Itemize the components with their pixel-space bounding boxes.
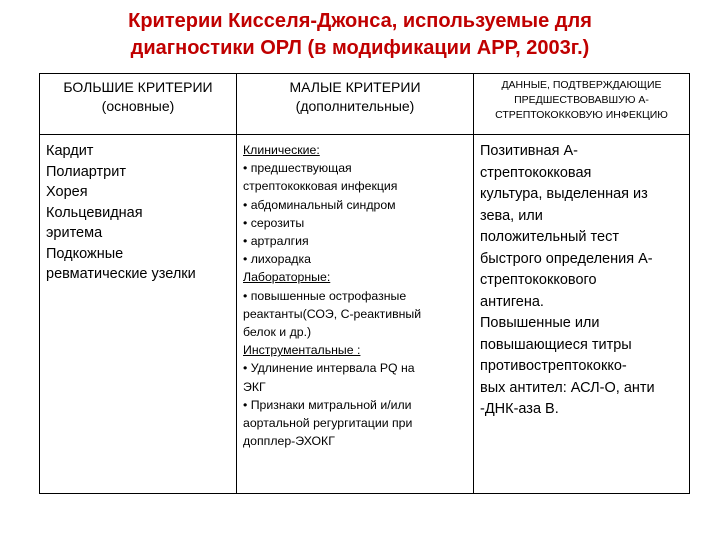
minor-criteria-group-heading: Лабораторные: <box>243 270 331 285</box>
header-row <box>40 74 690 135</box>
header-major-line-2: (основные) <box>101 98 175 114</box>
minor-criterion-line: реактанты(СОЭ, С-реактивный <box>243 306 422 321</box>
header-minor-line-2: (дополнительные) <box>295 98 415 114</box>
evidence-line: противострептококко- <box>480 358 627 374</box>
minor-criterion-line: ЭКГ <box>243 379 266 394</box>
evidence-line: Повышенные или <box>480 315 600 331</box>
minor-criterion-line: • предшествующая <box>243 161 352 176</box>
minor-criterion-line: допплер-ЭХОКГ <box>243 434 335 449</box>
minor-criteria-group-heading: Клинические: <box>243 143 320 157</box>
major-criterion: ревматические узелки <box>46 266 196 282</box>
minor-criterion-line: стрептококковая инфекция <box>243 179 398 194</box>
major-criterion: эритема <box>46 225 103 241</box>
title-line-1: Критерии Кисселя-Джонса, используемые для <box>128 10 592 32</box>
minor-criterion-line: • серозиты <box>243 215 305 230</box>
minor-criterion-line: • абдоминальный синдром <box>243 197 396 212</box>
major-criterion: Кардит <box>46 143 94 159</box>
evidence-cell <box>474 135 690 494</box>
evidence-line: зева, или <box>480 207 543 224</box>
minor-criterion-line: аортальной регургитации при <box>243 416 413 431</box>
minor-criterion-line: • Удлинение интервала PQ на <box>243 361 415 376</box>
minor-criterion-line: • Признаки митральной и/или <box>243 397 412 412</box>
title-line-2: диагностики ОРЛ (в модификации АРР, 2003г.) <box>130 37 590 59</box>
evidence-line: положительный тест <box>480 229 619 245</box>
body-row <box>40 135 690 494</box>
evidence-line: вых антител: АСЛ-О, анти <box>480 379 655 396</box>
minor-criterion-line: • артралгия <box>243 234 309 249</box>
header-evidence-line-2: ПРЕДШЕСТВОВАВШУЮ А- <box>514 94 649 106</box>
major-criteria-cell <box>40 135 237 494</box>
evidence-line: стрептококкового <box>480 272 597 288</box>
header-evidence-line-1: ДАННЫЕ, ПОДТВЕРЖДАЮЩИЕ <box>501 79 662 91</box>
evidence-line: -ДНК-аза В. <box>480 401 559 417</box>
evidence-line: стрептококковая <box>480 164 592 181</box>
evidence-line: повышающиеся титры <box>480 336 632 353</box>
major-criterion: Подкожные <box>46 245 124 262</box>
header-major-line-1: БОЛЬШИЕ КРИТЕРИИ <box>63 79 213 95</box>
minor-criterion-line: • повышенные острофазные <box>243 288 407 303</box>
minor-criterion-line: • лихорадка <box>243 252 311 267</box>
minor-criterion-line: белок и др.) <box>243 325 312 340</box>
criteria-table <box>39 73 690 494</box>
minor-criteria-group-heading: Инструментальные : <box>243 343 361 358</box>
major-criterion: Хорея <box>46 184 88 200</box>
evidence-line: быстрого определения А- <box>480 250 653 267</box>
header-evidence <box>474 74 690 135</box>
header-evidence-line-3: СТРЕПТОКОККОВУЮ ИНФЕКЦИЮ <box>495 109 668 121</box>
major-criterion: Полиартрит <box>46 163 126 180</box>
minor-criteria-cell <box>237 135 474 494</box>
evidence-line: антигена. <box>480 293 544 310</box>
evidence-line: Позитивная А- <box>480 143 578 159</box>
header-minor-criteria <box>237 74 474 135</box>
slide-title <box>40 8 680 62</box>
header-minor-line-1: МАЛЫЕ КРИТЕРИИ <box>289 79 421 95</box>
evidence-line: культура, выделенная из <box>480 186 648 202</box>
header-major-criteria <box>40 74 237 135</box>
major-criterion: Кольцевидная <box>46 204 143 221</box>
